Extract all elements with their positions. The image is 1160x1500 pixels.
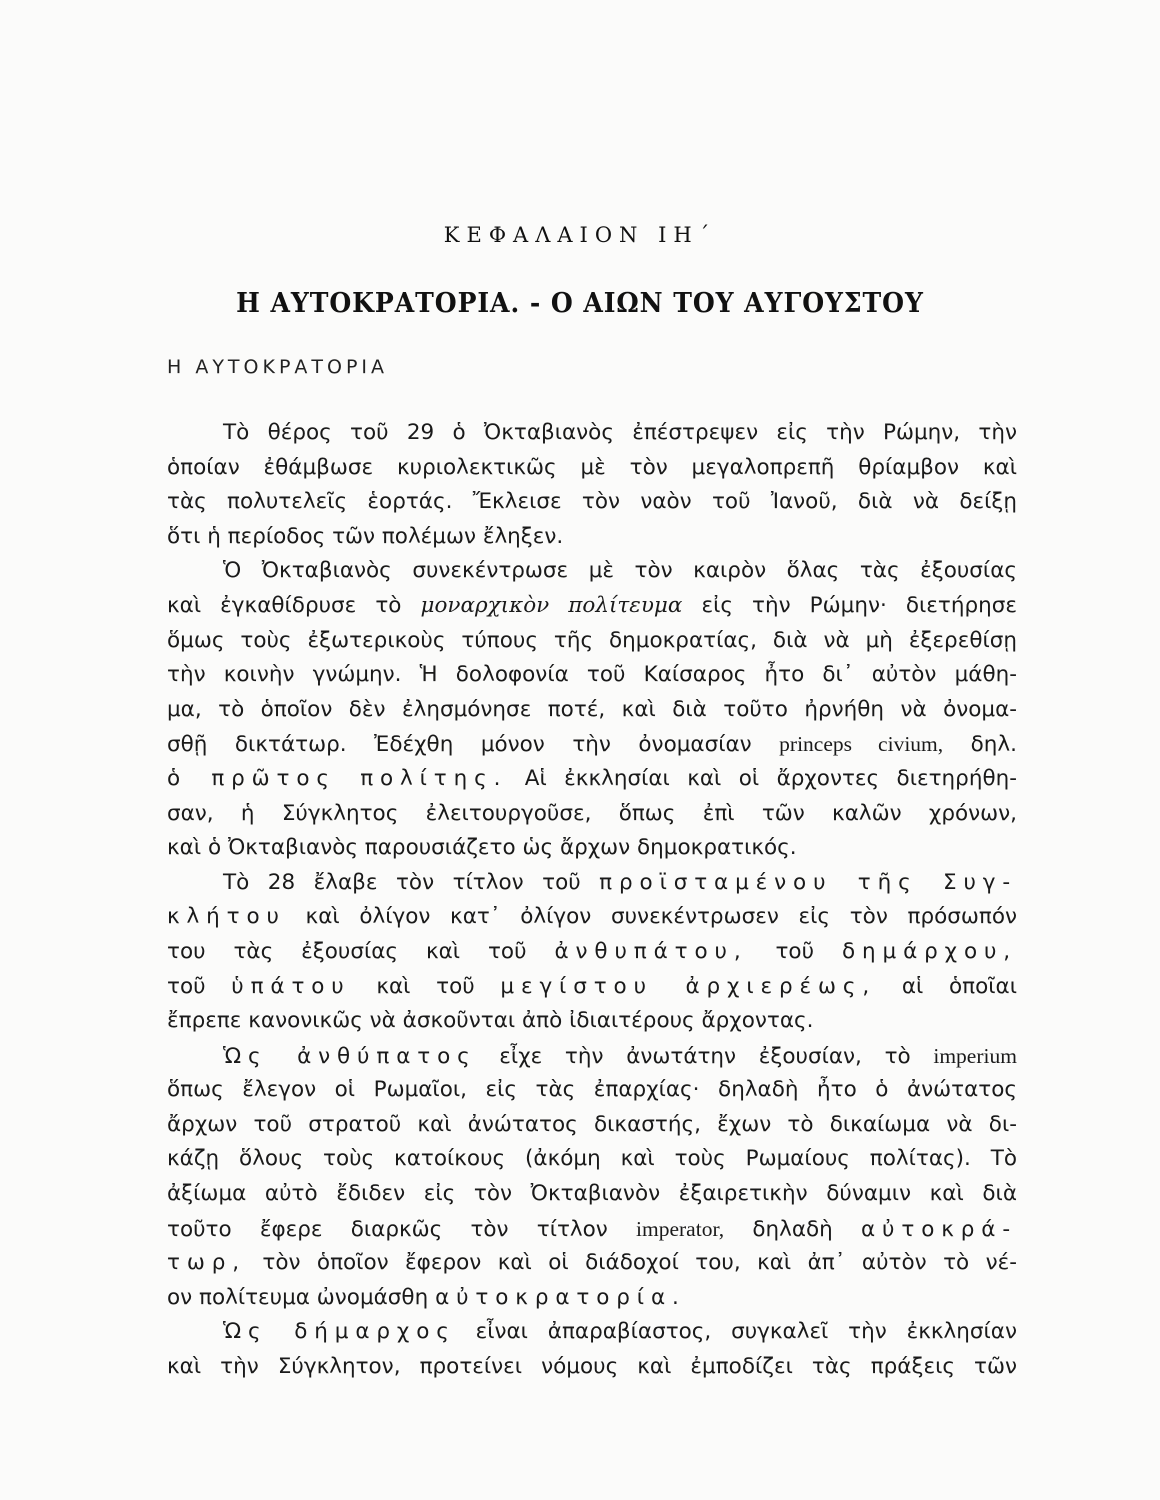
text-line: ὅμως τοὺς ἐξωτερικοὺς τύπους τῆς δημοκρατίας, διὰ νὰ μὴ ἐξερεθίσῃ [167, 627, 1017, 653]
text-line [167, 900, 1017, 935]
text-line: καὶ τὴν Σύγκλητον, προτείνει νόμους καὶ ἐμποδίζει τὰς πράξεις τῶν [167, 1354, 1017, 1380]
text-segment: εἶχε τὴν ἀνωτάτην ἐξουσίαν, τὸ [499, 1043, 911, 1069]
spaced-term: ὁ πρῶτος πολίτης. [167, 765, 508, 791]
text-line: τὰς πολυτελεῖς ἑορτάς. Ἔκλεισε τὸν ναὸν τοῦ Ἰανοῦ, διὰ νὰ δείξῃ [167, 489, 1017, 515]
text-segment: εἶναι ἀπαραβίαστος, συγκαλεῖ τὴν ἐκκλησίαν [475, 1319, 1017, 1345]
text-line [167, 589, 1017, 624]
section-heading: Η ΑΥΤΟΚΡΑΤΟΡΙΑ [167, 356, 389, 378]
text-segment: δηλ. [970, 732, 1017, 758]
text-line [167, 935, 1017, 970]
spaced-term: ἀνθυπάτου, [554, 938, 748, 964]
text-line: ἔπρεπε κανονικῶς νὰ ἀσκοῦνται ἀπὸ ἰδιαιτέρους ἄρχοντας. [167, 1008, 814, 1034]
text-line: κάζῃ ὅλους τοὺς κατοίκους (ἀκόμη καὶ τοὺς Ρωμαίους πολίτας). Τὸ [167, 1146, 1017, 1172]
text-line [167, 762, 1017, 797]
text-segment: τοῦ [167, 973, 206, 999]
text-segment: αἱ ὁποῖαι [901, 973, 1017, 999]
text-segment: δηλαδὴ [752, 1216, 833, 1242]
text-segment: Τὸ 28 ἔλαβε τὸν τίτλον τοῦ [223, 869, 581, 895]
italic-term: μοναρχικὸν πολίτευμα [420, 592, 683, 618]
text-segment: τοῦ [775, 938, 815, 964]
spaced-term: Ὡς δήμαρχος [223, 1319, 456, 1345]
text-line: Ὁ Ὀκταβιανὸς συνεκέντρωσε μὲ τὸν καιρὸν ὅλας τὰς ἐξουσίας [223, 558, 1017, 584]
text-segment: καὶ τοῦ [376, 973, 475, 999]
spaced-term: δημάρχου, [841, 938, 1018, 964]
text-line [167, 1039, 1017, 1074]
spaced-term: Ὡς ἀνθύπατος [223, 1043, 477, 1069]
spaced-term: τωρ, [167, 1250, 246, 1276]
text-line: ἀξίωμα αὐτὸ ἔδιδεν εἰς τὸν Ὀκταβιανὸν ἐξαιρετικὴν δύναμιν καὶ διὰ [167, 1181, 1017, 1207]
chapter-title: Η ΑΥΤΟΚΡΑΤΟΡΙΑ. - Ο ΑΙΩΝ ΤΟΥ ΑΥΓΟΥΣΤΟΥ [236, 288, 924, 319]
text-line: μα, τὸ ὁποῖον δὲν ἐλησμόνησε ποτέ, καὶ διὰ τοῦτο ἠρνήθη νὰ ὀνομα- [167, 696, 1017, 722]
text-line [167, 1212, 1017, 1247]
latin-term: princeps civium, [779, 732, 944, 757]
text-segment: καὶ ἐγκαθίδρυσε τὸ [167, 592, 402, 618]
text-segment: Αἱ ἐκκλησίαι καὶ οἱ ἄρχοντες διετηρήθη- [524, 765, 1017, 791]
text-line: ὁποίαν ἐθάμβωσε κυριολεκτικῶς μὲ τὸν μεγαλοπρεπῆ θρίαμβον καὶ [167, 454, 1017, 480]
text-line: σαν, ἡ Σύγκλητος ἐλειτουργοῦσε, ὅπως ἐπὶ τῶν καλῶν χρόνων, [167, 800, 1017, 826]
text-segment: τὸν ὁποῖον ἔφερον καὶ οἱ διάδοχοί του, καὶ ἀπ᾿ αὐτὸν τὸ νέ- [262, 1250, 1017, 1276]
body-text [167, 416, 1017, 1385]
text-line: Τὸ θέρος τοῦ 29 ὁ Ὀκταβιανὸς ἐπέστρεψεν εἰς τὴν Ρώμην, τὴν [223, 420, 1017, 445]
text-segment: του τὰς ἐξουσίας καὶ τοῦ [167, 938, 527, 964]
spaced-term: μεγίστου ἀρχιερέως, [500, 973, 877, 999]
text-line [167, 727, 1017, 762]
text-line [167, 1281, 1017, 1316]
spaced-term: αὐτοκρατορία. [435, 1284, 686, 1310]
text-line [167, 1246, 1017, 1281]
chapter-heading: ΚΕΦΑΛΑΙΟΝ ΙΗ΄ [443, 223, 717, 247]
spaced-term: προϊσταμένου τῆς Συγ- [599, 869, 1018, 895]
text-line [167, 970, 1017, 1005]
text-line: καὶ ὁ Ὀκταβιανὸς παρουσιάζετο ὡς ἄρχων δημοκρατικός. [167, 835, 797, 861]
text-line: ὅπως ἔλεγον οἱ Ρωμαῖοι, εἰς τὰς ἐπαρχίας· δηλαδὴ ἦτο ὁ ἀνώτατος [167, 1077, 1017, 1103]
spaced-term: αὐτοκρά- [861, 1216, 1017, 1242]
text-line: τὴν κοινὴν γνώμην. Ἡ δολοφονία τοῦ Καίσαρος ἦτο δι᾿ αὐτὸν μάθη- [167, 662, 1017, 688]
text-line: ἄρχων τοῦ στρατοῦ καὶ ἀνώτατος δικαστής, ἔχων τὸ δικαίωμα νὰ δι- [167, 1111, 1017, 1137]
latin-term: imperator, [636, 1216, 725, 1241]
text-line [167, 1315, 1017, 1350]
latin-term: imperium [933, 1043, 1017, 1068]
text-segment: εἰς τὴν Ρώμην· διετήρησε [701, 592, 1017, 618]
text-line [167, 866, 1017, 901]
spaced-term: ὑπάτου [231, 973, 351, 999]
text-segment: ον πολίτευμα ὠνομάσθη [167, 1284, 429, 1310]
text-segment: καὶ ὀλίγον κατ᾿ ὀλίγον συνεκέντρωσεν εἰς τὸν πρόσωπόν [305, 904, 1017, 930]
spaced-term: κλήτου [167, 904, 286, 930]
text-segment: σθῇ δικτάτωρ. Ἐδέχθη μόνον τὴν ὀνομασίαν [167, 732, 752, 758]
text-segment: τοῦτο ἔφερε διαρκῶς τὸν τίτλον [167, 1216, 608, 1242]
text-line: ὅτι ἡ περίοδος τῶν πολέμων ἔληξεν. [167, 523, 564, 549]
